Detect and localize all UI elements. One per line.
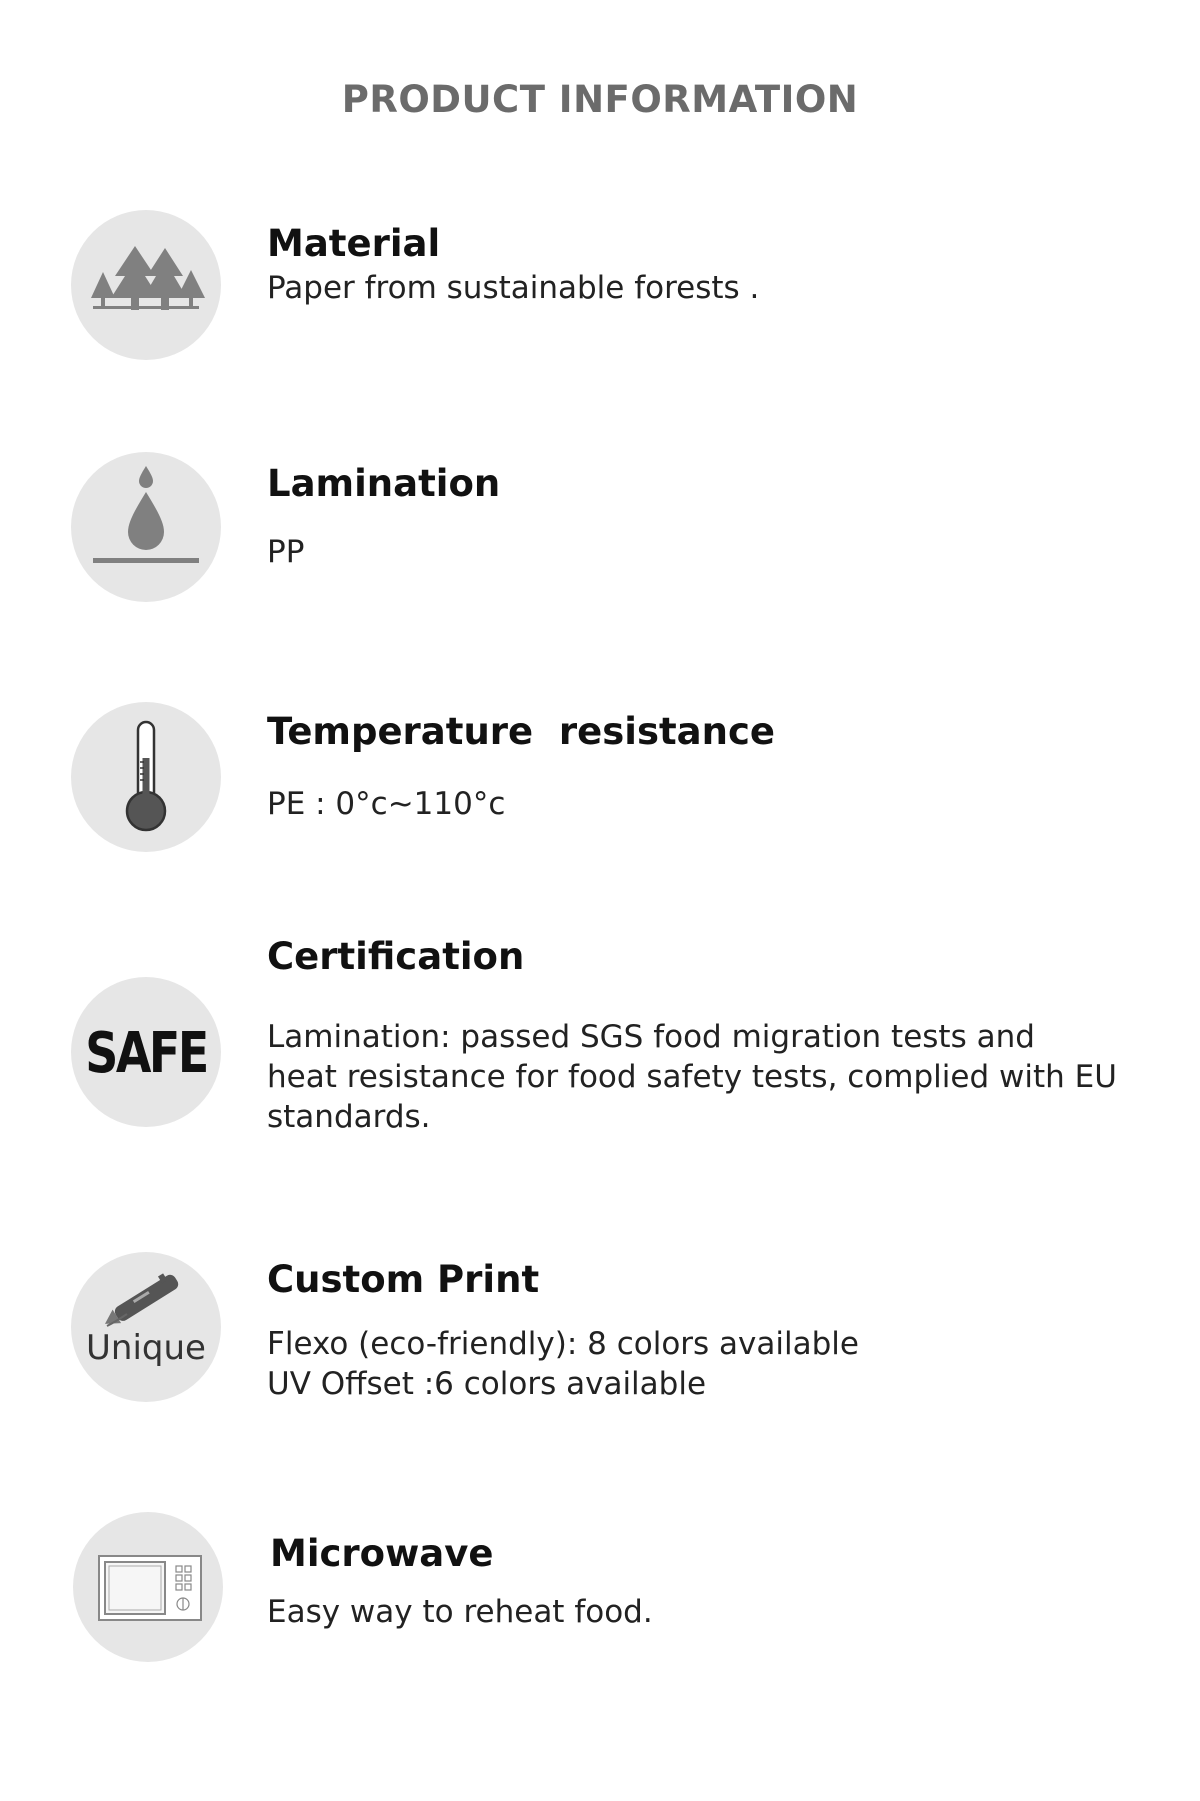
item-heading-lamination: Lamination bbox=[267, 462, 501, 505]
item-text-certification-line-3: standards. bbox=[267, 1099, 431, 1135]
item-text-material: Paper from sustainable forests . bbox=[267, 270, 760, 306]
item-heading-material: Material bbox=[267, 222, 441, 265]
item-heading-custom-print: Custom Print bbox=[267, 1258, 540, 1301]
item-text-lamination: PP bbox=[267, 534, 305, 570]
pen-icon bbox=[71, 1252, 221, 1402]
forest-icon bbox=[71, 210, 221, 360]
microwave-icon bbox=[73, 1512, 223, 1662]
item-text-microwave: Easy way to reheat food. bbox=[267, 1594, 653, 1630]
item-text-temperature: PE : 0°c~110°c bbox=[267, 786, 506, 822]
item-text-custom-print-line-1: Flexo (eco-friendly): 8 colors available bbox=[267, 1326, 859, 1362]
safe-badge-icon bbox=[71, 977, 221, 1127]
thermometer-icon bbox=[71, 702, 221, 852]
item-heading-temperature: Temperature resistance bbox=[267, 710, 775, 753]
safe-badge-text: SAFE bbox=[85, 1021, 207, 1086]
page-title: PRODUCT INFORMATION bbox=[341, 78, 859, 121]
item-heading-microwave: Microwave bbox=[270, 1532, 494, 1575]
water-drop-icon bbox=[71, 452, 221, 602]
item-text-certification-line-2: heat resistance for food safety tests, complied with EU bbox=[267, 1059, 1117, 1095]
item-text-certification-line-1: Lamination: passed SGS food migration tests and bbox=[267, 1019, 1035, 1055]
item-text-custom-print-line-2: UV Offset :6 colors available bbox=[267, 1366, 707, 1402]
item-heading-certification: Certification bbox=[267, 935, 525, 978]
unique-label: Unique bbox=[86, 1328, 206, 1368]
